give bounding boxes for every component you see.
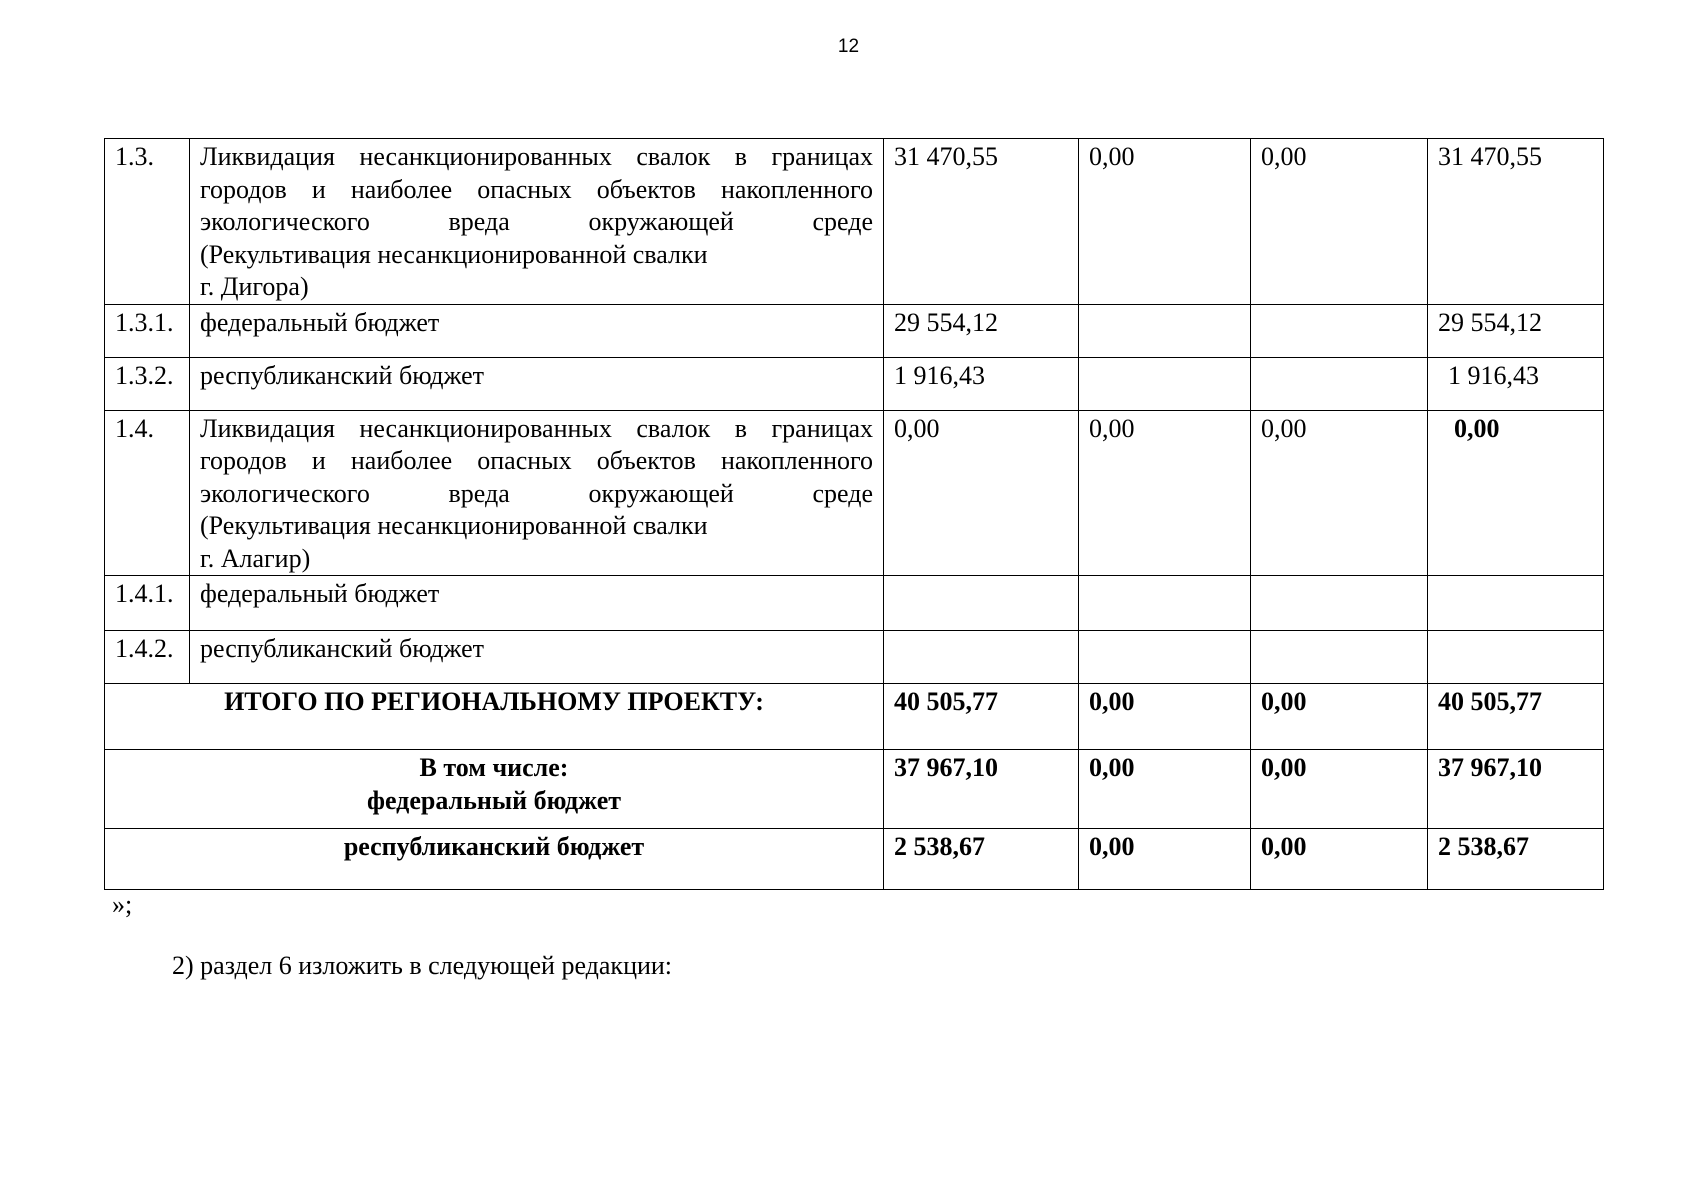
value-cell: 29 554,12 <box>1428 304 1604 357</box>
value-cell <box>884 576 1079 631</box>
total-value-cell: 0,00 <box>1079 750 1251 829</box>
total-row <box>105 684 1604 750</box>
budget-table <box>104 138 1604 890</box>
description-line: экологического вреда окружающей среде <box>200 478 873 508</box>
value-cell <box>1079 576 1251 631</box>
total-value-cell: 37 967,10 <box>1428 750 1604 829</box>
row-number: 1.4. <box>105 410 190 576</box>
value-cell: 0,00 <box>1428 410 1604 576</box>
total-value-cell: 0,00 <box>1079 684 1251 750</box>
value-cell <box>1251 576 1428 631</box>
page-number: 12 <box>837 36 860 57</box>
value-cell: 0,00 <box>1079 139 1251 305</box>
value-cell: 29 554,12 <box>884 304 1079 357</box>
total-value-cell: 2 538,67 <box>1428 829 1604 890</box>
description-line: городов и наиболее опасных объектов накопленного <box>200 174 873 204</box>
total-value-cell: 2 538,67 <box>884 829 1079 890</box>
total-value-cell: 40 505,77 <box>884 684 1079 750</box>
description-line: Ликвидация несанкционированных свалок в границах <box>200 142 873 171</box>
row-description: федеральный бюджет <box>190 576 884 631</box>
table-row <box>105 410 1604 576</box>
table-row <box>105 357 1604 410</box>
description-line: г. Дигора) <box>200 272 309 301</box>
value-cell <box>1251 357 1428 410</box>
value-cell <box>1251 304 1428 357</box>
value-cell <box>1079 357 1251 410</box>
amendment-item: 2) раздел 6 изложить в следующей редакции: <box>172 951 673 980</box>
total-value-cell: 37 967,10 <box>884 750 1079 829</box>
value-cell: 0,00 <box>1251 139 1428 305</box>
value-cell: 31 470,55 <box>884 139 1079 305</box>
row-number: 1.3.2. <box>105 357 190 410</box>
total-label-line: В том числе: <box>419 753 569 782</box>
row-number: 1.3.1. <box>105 304 190 357</box>
value-cell <box>1079 631 1251 684</box>
value-cell: 0,00 <box>1079 410 1251 576</box>
total-label-line: федеральный бюджет <box>366 785 622 815</box>
total-label: республиканский бюджет <box>105 829 884 890</box>
total-value-cell: 0,00 <box>1251 684 1428 750</box>
row-number: 1.4.2. <box>105 631 190 684</box>
description-line: экологического вреда окружающей среде <box>200 207 873 236</box>
table-row <box>105 631 1604 684</box>
table-row <box>105 576 1604 631</box>
total-row <box>105 750 1604 829</box>
row-description: федеральный бюджет <box>190 304 884 357</box>
total-label <box>105 750 884 829</box>
total-value-cell: 0,00 <box>1251 829 1428 890</box>
table-row <box>105 304 1604 357</box>
description-line: Ликвидация несанкционированных свалок в границах <box>200 413 873 443</box>
value-cell <box>1079 304 1251 357</box>
row-number: 1.3. <box>105 139 190 305</box>
value-cell: 0,00 <box>884 410 1079 576</box>
value-cell <box>1251 631 1428 684</box>
closing-quote: »; <box>112 890 133 919</box>
row-description: республиканский бюджет <box>190 631 884 684</box>
description-line: (Рекультивация несанкционированной свалки <box>200 239 708 269</box>
total-value-cell: 0,00 <box>1251 750 1428 829</box>
description-line: городов и наиболее опасных объектов накопленного <box>200 446 873 475</box>
row-description: республиканский бюджет <box>190 357 884 410</box>
total-row <box>105 829 1604 890</box>
value-cell <box>884 631 1079 684</box>
value-cell: 0,00 <box>1251 410 1428 576</box>
value-cell: 31 470,55 <box>1428 139 1604 305</box>
row-number: 1.4.1. <box>105 576 190 631</box>
total-value-cell: 0,00 <box>1079 829 1251 890</box>
value-cell <box>1428 631 1604 684</box>
table-row <box>105 139 1604 305</box>
value-cell: 1 916,43 <box>1428 357 1604 410</box>
value-cell <box>1428 576 1604 631</box>
description-line: (Рекультивация несанкционированной свалки <box>200 511 708 540</box>
total-label: ИТОГО ПО РЕГИОНАЛЬНОМУ ПРОЕКТУ: <box>105 684 884 750</box>
value-cell: 1 916,43 <box>884 357 1079 410</box>
total-value-cell: 40 505,77 <box>1428 684 1604 750</box>
row-description <box>190 410 884 576</box>
row-description <box>190 139 884 305</box>
description-line: г. Алагир) <box>200 543 311 573</box>
